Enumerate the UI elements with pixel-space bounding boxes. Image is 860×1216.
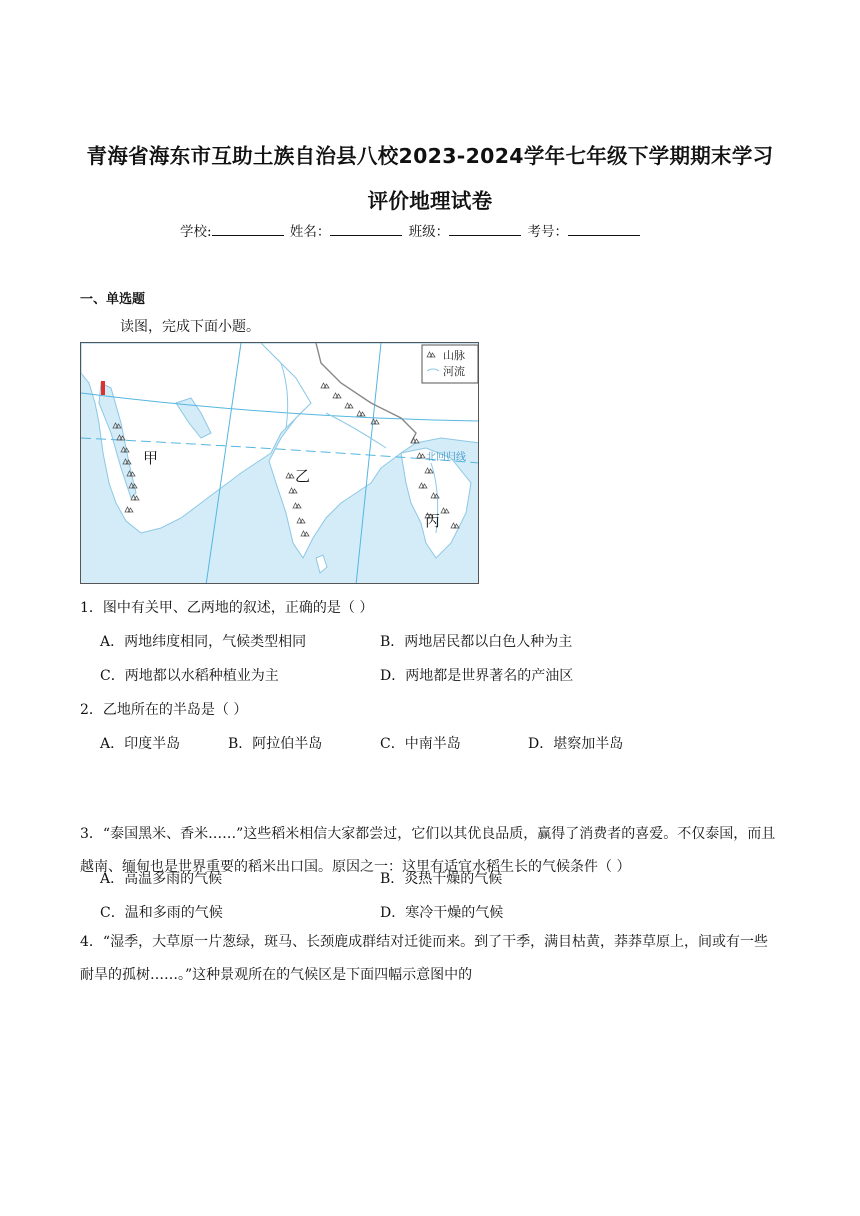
question-4-stem: 4．“湿季，大草原一片葱绿，斑马、长颈鹿成群结对迁徙而来。到了干季，满目枯黄，莽莽草原上，间或有一些耐旱的孤树……。”这种景观所在的气候区是下面四幅示意图中的 [80,934,769,983]
name-blank[interactable] [330,223,402,236]
legend-river-label: 河流 [443,366,465,378]
section-heading: 一、单选题 [80,292,146,307]
student-info-line [180,220,700,240]
question-1-stem: 1．图中有关甲、乙两地的叙述，正确的是（ ） [80,600,374,616]
question-1-option-c[interactable]: C．两地都以水稻种植业为主 [100,668,279,684]
tropic-label: 北回归线 [426,452,466,463]
exam-no-blank[interactable] [568,223,640,236]
school-label: 学校: [180,224,212,240]
exam-title-line2: 评价地理试卷 [367,189,493,213]
question-3-stem: 3．“泰国黑米、香米……”这些稻米相信大家都尝过，它们以其优良品质，赢得了消费者的喜爱。不仅泰国，而且越南、缅甸也是世界重要的稻米出口国。原因之一：这里有适宜水稻生长的气候条件（ ） [80,826,776,875]
question-1-option-a[interactable]: A．两地纬度相同，气候类型相同 [100,634,307,650]
reading-instruction: 读图，完成下面小题。 [120,319,260,335]
exam-title-line1: 青海省海东市互助土族自治县八校2023-2024学年七年级下学期期末学习 [86,144,774,168]
question-2-option-a[interactable]: A．印度半岛 [100,736,181,752]
class-label: 班级： [408,224,450,240]
question-3-option-d[interactable]: D．寒冷干燥的气候 [380,905,504,921]
class-blank[interactable] [449,223,521,236]
name-label: 姓名： [289,224,331,240]
question-3-option-c[interactable]: C．温和多雨的气候 [100,905,223,921]
map-svg [81,343,479,584]
question-1-option-b[interactable]: B．两地居民都以白色人种为主 [380,634,573,650]
region-yi-label: 乙 [295,467,311,485]
south-asia-map [80,342,479,584]
strait-marker [101,381,105,395]
region-bing-label: 丙 [425,512,441,530]
question-2-option-b[interactable]: B．阿拉伯半岛 [228,736,323,752]
question-2-option-d[interactable]: D．堪察加半岛 [528,736,624,752]
question-2-option-c[interactable]: C．中南半岛 [380,736,461,752]
question-2-stem: 2．乙地所在的半岛是（ ） [80,702,248,718]
question-3-option-b[interactable]: B．炎热干燥的气候 [380,871,503,887]
question-1-option-d[interactable]: D．两地都是世界著名的产油区 [380,668,574,684]
school-blank[interactable] [212,223,284,236]
question-3-option-a[interactable]: A．高温多雨的气候 [100,871,223,887]
legend-mountain-label: 山脉 [443,350,465,362]
exam-no-label: 考号： [527,224,568,240]
region-jia-label: 甲 [143,449,159,467]
